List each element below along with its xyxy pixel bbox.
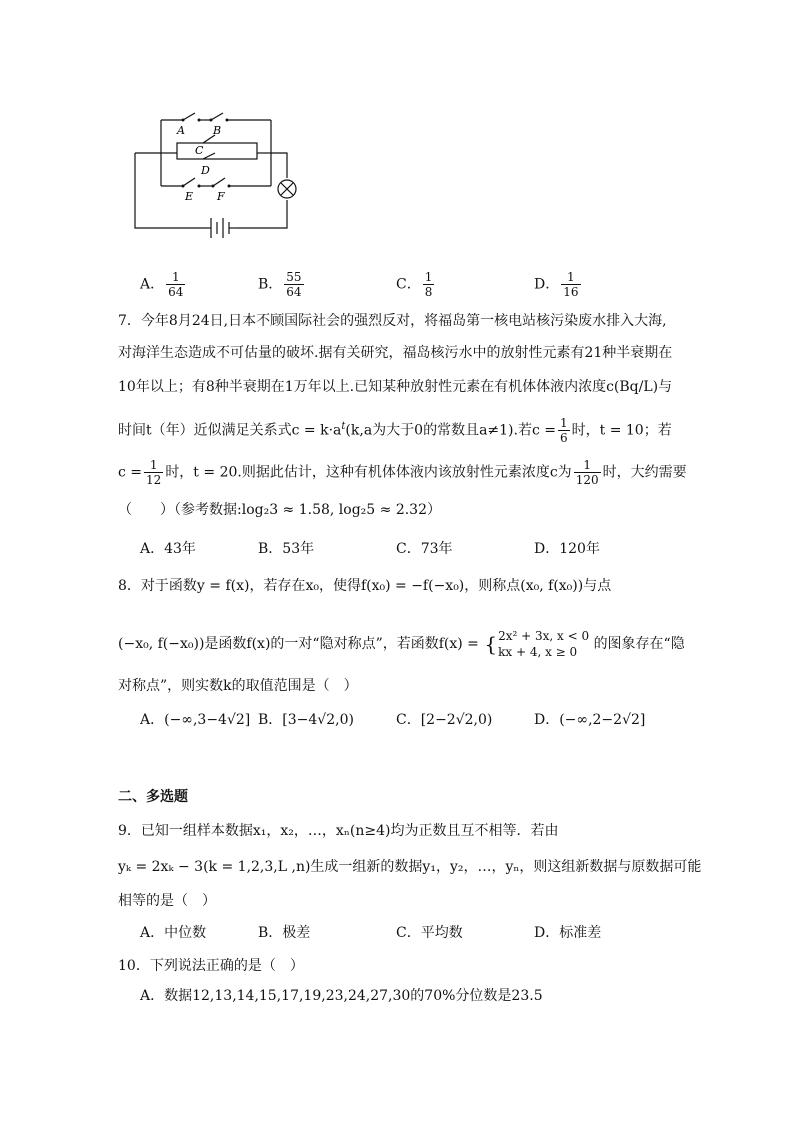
q6-option-a: A． $\frac{1}{64}$ — [140, 270, 184, 299]
q9-line1: 9．已知一组样本数据x₁，x₂，…，xₙ(n≥4)均为正数且互不相等．若由 — [118, 823, 559, 839]
q7-line4: 时间t（年）近似满足关系式$c = k\cdot a^t(k,a$为大于0的常数且a≠1).若c = $\frac{1}{6}$ 时，t = 10；若 — [118, 416, 672, 445]
q7-option-d: D．120年 — [534, 541, 600, 557]
q8-option-a: A．(−∞,3−4√2] — [140, 712, 251, 728]
switch-label-a: A — [177, 124, 185, 137]
q9-option-d: D．标准差 — [534, 925, 602, 941]
q7-option-a: A．43年 — [140, 541, 196, 557]
q7-line3: 10年以上；有8种半衰期在1万年以上.已知某种放射性元素在有机体体液内浓度c(Bq/L)与 — [118, 379, 673, 395]
q9-line2: yₖ = 2xₖ − 3(k = 1,2,3,L ,n)生成一组新的数据y₁，y₂，…，yₙ，则这组新数据与原数据可能 — [118, 859, 702, 875]
q8-line3: 对称点”，则实数k的取值范围是（ ） — [118, 678, 358, 694]
q9-option-a: A．中位数 — [140, 925, 207, 941]
switch-label-f: F — [217, 190, 225, 203]
q8-line2: (−x₀, f(−x₀))是函数f(x)的一对“隐对称点”，若函数f(x) = { 2x² + 3x, x < 0 kx + 4, x ≥ 0 的图象存在“隐 — [118, 629, 685, 659]
q10-option-a: A．数据12,13,14,15,17,19,23,24,27,30的70%分位数是23.5 — [140, 988, 543, 1004]
q7-line1: 7．今年8月24日,日本不顾国际社会的强烈反对，将福岛第一核电站核污染废水排入大海, — [118, 313, 667, 329]
q8-piece2: kx + 4, x ≥ 0 — [498, 645, 578, 659]
q7-line5: c = $\frac{1}{12}$ 时，t = 20.则据此估计，这种有机体体液内该放射性元素浓度c为 $\frac{1}{120}$ 时，大约需要 — [118, 458, 687, 487]
q8-option-d: D．(−∞,2−2√2] — [534, 712, 646, 728]
q7-line6: （ ）（参考数据:log₂3 ≈ 1.58, log₂5 ≈ 2.32） — [118, 502, 441, 518]
q8-piece1: 2x² + 3x, x < 0 — [498, 629, 590, 643]
q8-option-b: B．[3−4√2,0) — [258, 712, 354, 728]
circuit-diagram — [125, 108, 305, 248]
q9-option-b: B．极差 — [258, 925, 311, 941]
q9-option-c: C．平均数 — [396, 925, 463, 941]
q8-option-c: C．[2−2√2,0) — [396, 712, 493, 728]
switch-label-e: E — [185, 190, 194, 203]
q6-option-d: D． $\frac{1}{16}$ — [534, 270, 579, 299]
q10-line1: 10．下列说法正确的是（ ） — [118, 958, 304, 974]
switch-label-d: D — [201, 164, 210, 177]
q6-option-b: B． $\frac{55}{64}$ — [258, 270, 302, 299]
switch-label-b: B — [213, 124, 222, 137]
q6-option-c: C． $\frac{1}{8}$ — [396, 270, 433, 299]
q9-line3: 相等的是（ ） — [118, 893, 216, 909]
q7-line2: 对海洋生态造成不可估量的破坏.据有关研究，福岛核污水中的放射性元素有21种半衰期在 — [118, 345, 673, 361]
q7-option-b: B．53年 — [258, 541, 315, 557]
q8-line1: 8．对于函数y = f(x)，若存在x₀，使得f(x₀) = −f(−x₀)，则称点(x₀, f(x₀))与点 — [118, 578, 612, 594]
switch-label-c: C — [195, 144, 204, 157]
q7-option-c: C．73年 — [396, 541, 453, 557]
section-heading: 二、多选题 — [118, 789, 188, 805]
